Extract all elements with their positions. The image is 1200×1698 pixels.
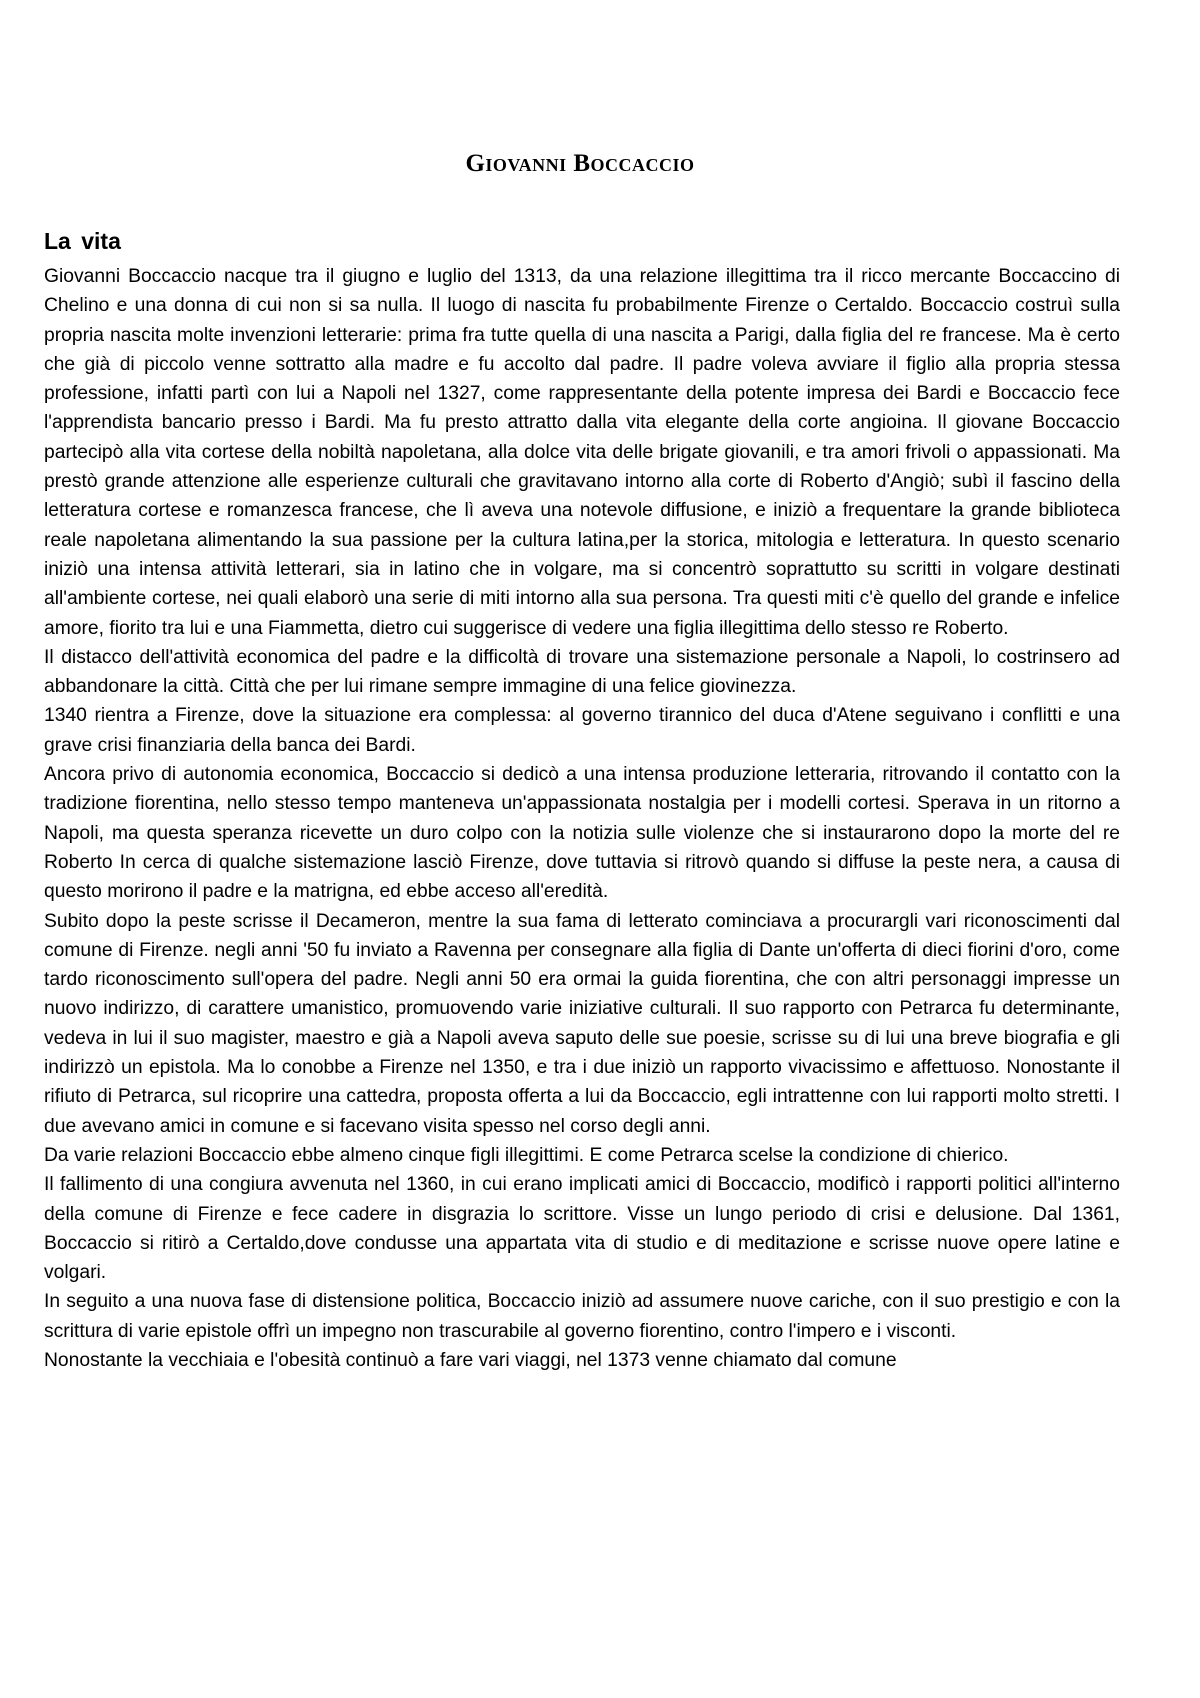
paragraph: 1340 rientra a Firenze, dove la situazione era complessa: al governo tirannico del duca d'Atene seguivano i conflitti e una grave crisi finanziaria della banca dei Bardi. <box>44 705 1120 756</box>
section-heading: La vita <box>44 228 121 254</box>
paragraph: Nonostante la vecchiaia e l'obesità continuò a fare vari viaggi, nel 1373 venne chiamato dal comune <box>44 1349 897 1371</box>
paragraph: Ancora privo di autonomia economica, Boccaccio si dedicò a una intensa produzione letteraria, ritrovando il contatto con la tradizione fiorentina, nello stesso tempo manteneva un'appassionata nostalgia per i modelli cortesi. Sperava in un ritorno a Napoli, ma questa speranza ricevette un duro colpo con la notizia sulle violenze che si instaurarono dopo la morte del re Roberto In cerca di qualche sistemazione lasciò Firenze, dove tuttavia si ritrovò quando si diffuse la peste nera, a causa di questo morirono il padre e la matrigna, ed ebbe acceso all'eredità. <box>44 764 1120 903</box>
paragraph: Giovanni Boccaccio nacque tra il giugno e luglio del 1313, da una relazione illegittima tra il ricco mercante Boccaccino di Chelino e una donna di cui non si sa nulla. Il luogo di nascita fu probabilmente Firenze o Certaldo. Boccaccio costruì sulla propria nascita molte invenzioni letterarie: prima fra tutte quella di una nascita a Parigi, dalla figlia del re francese. Ma è certo che già di piccolo venne sottratto alla madre e fu accolto dal padre. Il padre voleva avviare il figlio alla propria stessa professione, infatti partì con lui a Napoli nel 1327, come rappresentante della potente impresa dei Bardi e Boccaccio fece l'apprendista bancario presso i Bardi. Ma fu presto attratto dalla vita elegante della corte angioina. Il giovane Boccaccio partecipò alla vita cortese della nobiltà napoletana, alla dolce vita delle brigate giovanili, e tra amori frivoli o appassionati. Ma prestò grande attenzione alle esperienze culturali che gravitavano intorno alla corte di Roberto d'Angiò; subì il fascino della letteratura cortese e romanzesca francese, che lì aveva una notevole diffusione, e iniziò a frequentare la grande biblioteca reale napoletana alimentando la sua passione per la cultura latina,per la storica, mitologia e letteratura. In questo scenario iniziò una intensa attività letterari, sia in latino che in volgare, ma si concentrò soprattutto su scritti in volgare destinati all'ambiente cortese, nei quali elaborò una serie di miti intorno alla sua persona. Tra questi miti c'è quello del grande e infelice amore, fiorito tra lui e una Fiammetta, dietro cui suggerisce di vedere una figlia illegittima dello stesso re Roberto. <box>44 266 1120 639</box>
paragraph: In seguito a una nuova fase di distensione politica, Boccaccio iniziò ad assumere nuove cariche, con il suo prestigio e con la scrittura di varie epistole offrì un impegno non trascurabile al governo fiorentino, contro l'impero e i visconti. <box>44 1291 1120 1342</box>
body-text <box>44 262 1120 1375</box>
paragraph: Da varie relazioni Boccaccio ebbe almeno cinque figli illegittimi. E come Petrarca scelse la condizione di chierico. <box>44 1144 1009 1166</box>
document-title: Giovanni Boccaccio <box>465 150 695 177</box>
paragraph: Il distacco dell'attività economica del padre e la difficoltà di trovare una sistemazione personale a Napoli, lo costrinsero ad abbandonare la città. Città che per lui rimane sempre immagine di una felice giovinezza. <box>44 646 1120 698</box>
paragraph: Subito dopo la peste scrisse il Decameron, mentre la sua fama di letterato cominciava a procurargli vari riconoscimenti dal comune di Firenze. negli anni '50 fu inviato a Ravenna per consegnare alla figlia di Dante un'offerta di dieci fiorini d'oro, come tardo riconoscimento sull'opera del padre. Negli anni 50 era ormai la guida fiorentina, che con altri personaggi impresse un nuovo indirizzo, di carattere umanistico, promuovendo varie iniziative culturali. Il suo rapporto con Petrarca fu determinante, vedeva in lui il suo magister, maestro e già a Napoli aveva saputo delle sue poesie, scrisse su di lui una breve biografia e gli indirizzò un epistola. Ma lo conobbe a Firenze nel 1350, e tra i due iniziò un rapporto vivacissimo e affettuoso. Nonostante il rifiuto di Petrarca, sul ricoprire una cattedra, proposta offerta a lui da Boccaccio, egli intrattenne con lui rapporti molto stretti. I due avevano amici in comune e si facevano visita spesso nel corso degli anni. <box>44 910 1120 1137</box>
paragraph: Il fallimento di una congiura avvenuta nel 1360, in cui erano implicati amici di Boccaccio, modificò i rapporti politici all'interno della comune di Firenze e fece cadere in disgrazia lo scrittore. Visse un lungo periodo di crisi e delusione. Dal 1361, Boccaccio si ritirò a Certaldo,dove condusse una appartata vita di studio e di meditazione e scrisse nuove opere latine e volgari. <box>44 1174 1120 1284</box>
